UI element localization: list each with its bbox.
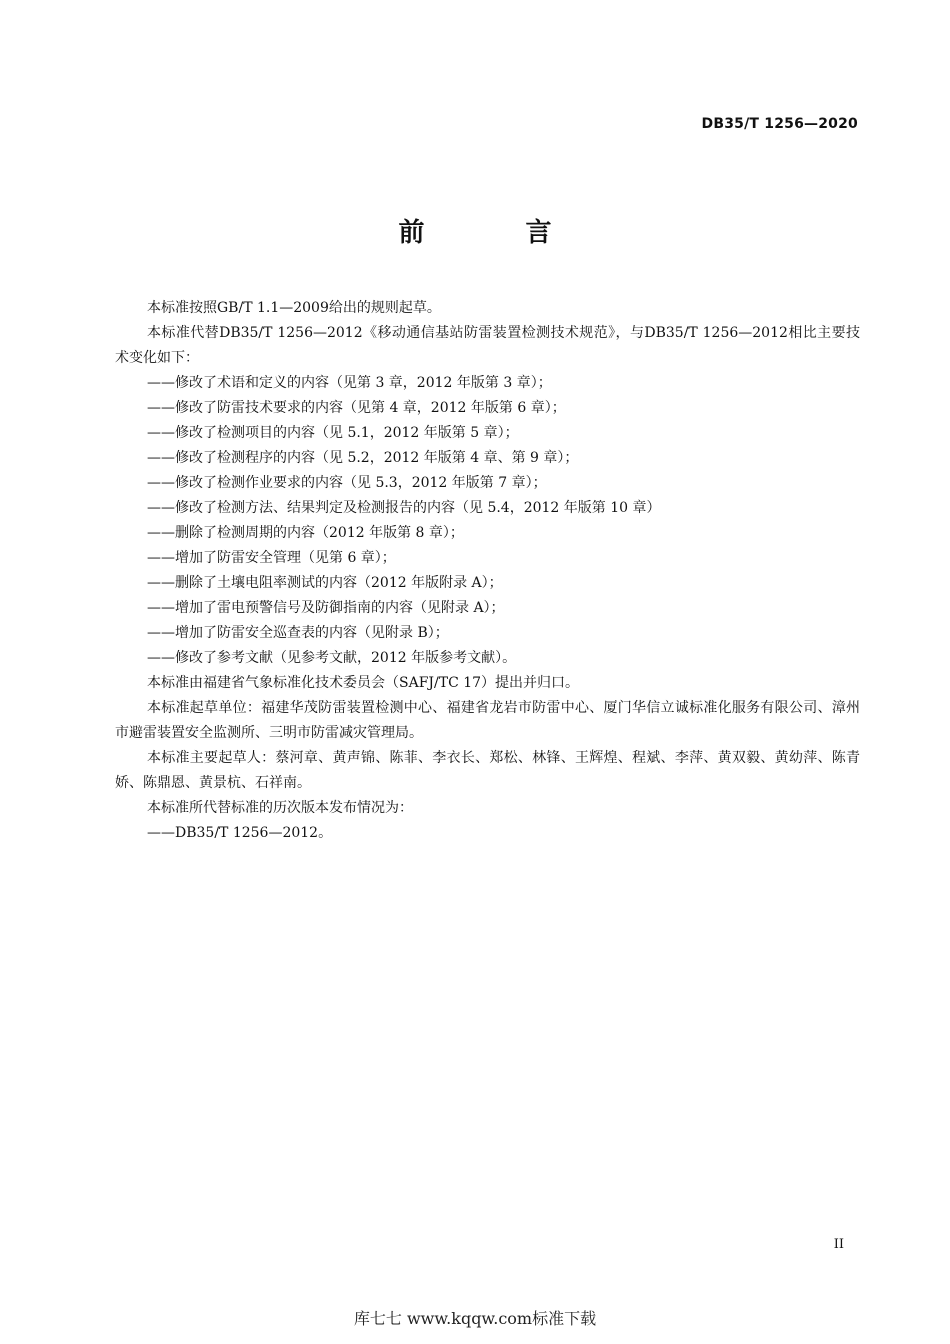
list-item: ——DB35/T 1256—2012。	[147, 825, 333, 841]
page-title: 前 言	[398, 218, 598, 248]
list-item: ——修改了检测项目的内容（见 5.1，2012 年版第 5 章）；	[147, 425, 519, 441]
list-item: ——删除了检测周期的内容（2012 年版第 8 章）；	[147, 525, 464, 541]
list-item: ——增加了雷电预警信号及防御指南的内容（见附录 A）；	[147, 600, 505, 616]
page-number: II	[833, 1237, 844, 1252]
drafting-units-paragraph: 本标准起草单位：福建华茂防雷装置检测中心、福建省龙岩市防雷中心、厦门华信立诚标准化服务有限公司、漳州市避雷装置安全监测所、三明市防雷减灾管理局。	[115, 700, 860, 741]
list-item: ——修改了参考文献（见参考文献，2012 年版参考文献）。	[147, 650, 517, 666]
list-item: ——修改了检测作业要求的内容（见 5.3，2012 年版第 7 章）；	[147, 475, 547, 491]
drafters-paragraph: 本标准主要起草人：蔡河章、黄声锦、陈菲、李衣长、郑松、林锋、王辉煌、程斌、李萍、黄双毅、黄幼萍、陈青娇、陈鼎恩、黄景杭、石祥南。	[115, 750, 860, 791]
list-item: ——修改了防雷技术要求的内容（见第 4 章，2012 年版第 6 章）；	[147, 400, 566, 416]
document-body	[115, 296, 860, 846]
history-list	[115, 821, 860, 846]
list-item: ——修改了检测程序的内容（见 5.2，2012 年版第 4 章、第 9 章）；	[147, 450, 579, 466]
list-item: ——增加了防雷安全巡查表的内容（见附录 B）；	[147, 625, 449, 641]
changes-list	[115, 371, 860, 671]
watermark-link[interactable]: 库七七 www.kqqw.com标准下载	[353, 1309, 597, 1328]
document-code: DB35/T 1256—2020	[701, 116, 858, 132]
list-item: ——增加了防雷安全管理（见第 6 章）；	[147, 550, 396, 566]
replace-paragraph: 本标准代替DB35/T 1256—2012《移动通信基站防雷装置检测技术规范》，与DB35/T 1256—2012相比主要技术变化如下：	[115, 325, 860, 366]
list-item: ——删除了土壤电阻率测试的内容（2012 年版附录 A）；	[147, 575, 503, 591]
proposed-paragraph: 本标准由福建省气象标准化技术委员会（SAFJ/TC 17）提出并归口。	[147, 675, 580, 691]
list-item: ——修改了检测方法、结果判定及检测报告的内容（见 5.4，2012 年版第 10 章）	[147, 500, 661, 516]
intro-paragraph: 本标准按照GB/T 1.1—2009给出的规则起草。	[147, 300, 441, 316]
list-item: ——修改了术语和定义的内容（见第 3 章，2012 年版第 3 章）；	[147, 375, 552, 391]
history-intro-paragraph: 本标准所代替标准的历次版本发布情况为：	[147, 800, 413, 816]
